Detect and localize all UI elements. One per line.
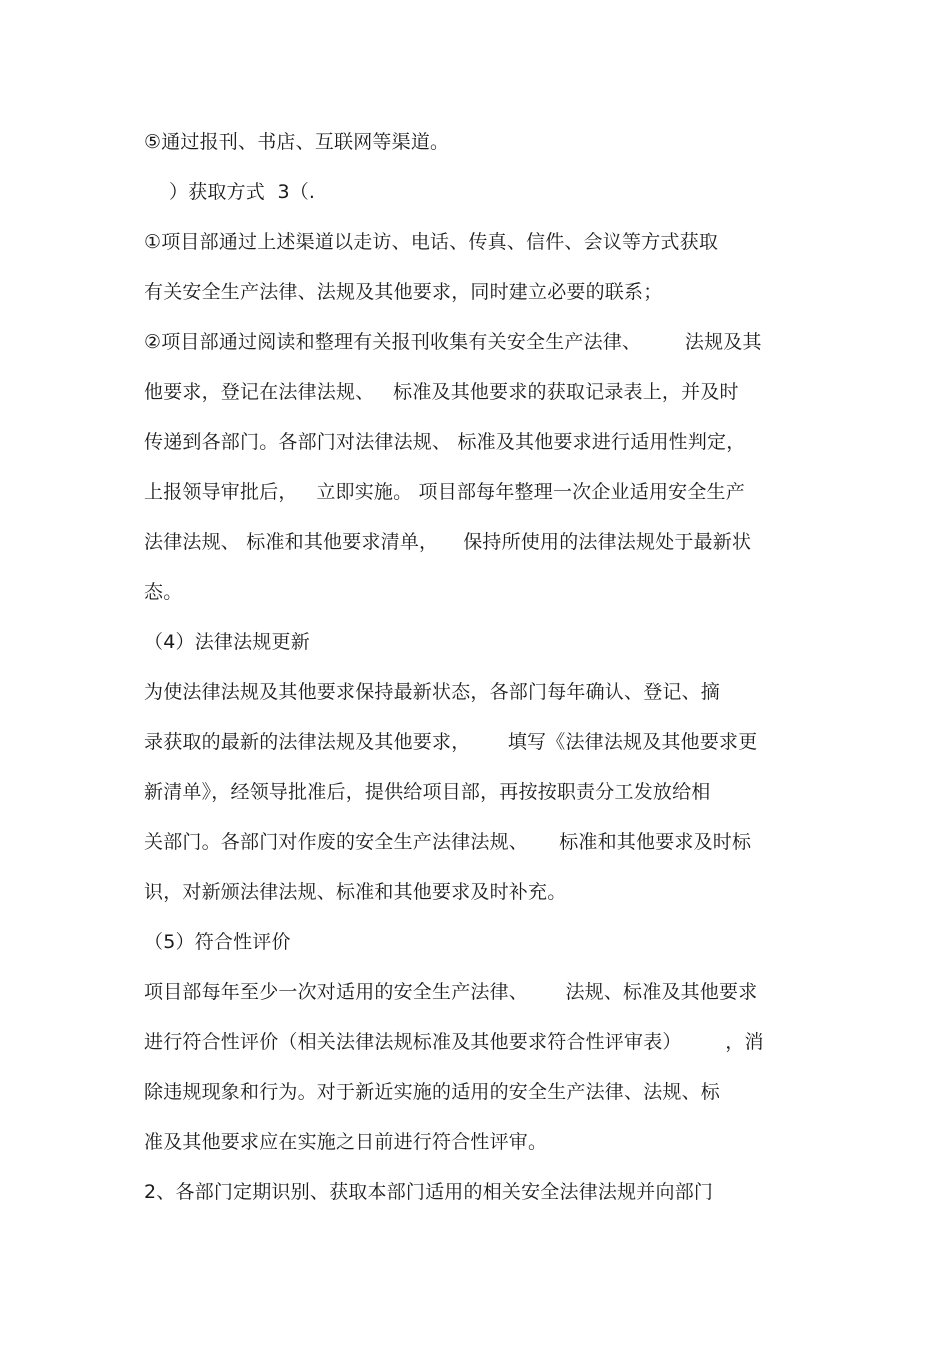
text-line: 上报领导审批后， 立即实施。 项目部每年整理一次企业适用安全生产 bbox=[144, 481, 745, 503]
text-line: 新清单》，经领导批准后，提供给项目部，再按按职责分工发放给相 bbox=[144, 781, 711, 803]
text-line: 为使法律法规及其他要求保持最新状态，各部门每年确认、登记、摘 bbox=[144, 681, 721, 703]
text-line: 他要求，登记在法律法规、 标准及其他要求的获取记录表上，并及时 bbox=[144, 381, 739, 403]
text-line: 有关安全生产法律、法规及其他要求，同时建立必要的联系； bbox=[144, 281, 663, 303]
text-line: 进行符合性评价（相关法律法规标准及其他要求符合性评审表） ，消 bbox=[144, 1031, 764, 1053]
text-line: 态。 bbox=[144, 581, 183, 603]
text-line: ②项目部通过阅读和整理有关报刊收集有关安全生产法律、 法规及其 bbox=[144, 331, 762, 353]
text-line: 录获取的最新的法律法规及其他要求， 填写《法律法规及其他要求更 bbox=[144, 731, 758, 753]
text-line: 关部门。各部门对作废的安全生产法律法规、 标准和其他要求及时标 bbox=[144, 831, 752, 853]
text-line: 传递到各部门。各部门对法律法规、 标准及其他要求进行适用性判定， bbox=[144, 431, 746, 453]
section-heading: （5）符合性评价 bbox=[144, 931, 291, 953]
text-line: ①项目部通过上述渠道以走访、电话、传真、信件、会议等方式获取 bbox=[144, 231, 719, 253]
text-line: 法律法规、 标准和其他要求清单， 保持所使用的法律法规处于最新状 bbox=[144, 531, 752, 553]
text-line: 2、各部门定期识别、获取本部门适用的相关安全法律法规并向部门 bbox=[144, 1181, 714, 1203]
text-line: 准及其他要求应在实施之日前进行符合性评审。 bbox=[144, 1131, 548, 1153]
section-heading: （4）法律法规更新 bbox=[144, 631, 310, 653]
text-line: 识，对新颁法律法规、标准和其他要求及时补充。 bbox=[144, 881, 567, 903]
text-line: ）获取方式 3（. bbox=[144, 181, 316, 203]
text-line: 除违规现象和行为。对于新近实施的适用的安全生产法律、法规、标 bbox=[144, 1081, 721, 1103]
text-line: 项目部每年至少一次对适用的安全生产法律、 法规、标准及其他要求 bbox=[144, 981, 758, 1003]
text-line: ⑤通过报刊、书店、互联网等渠道。 bbox=[144, 131, 450, 153]
